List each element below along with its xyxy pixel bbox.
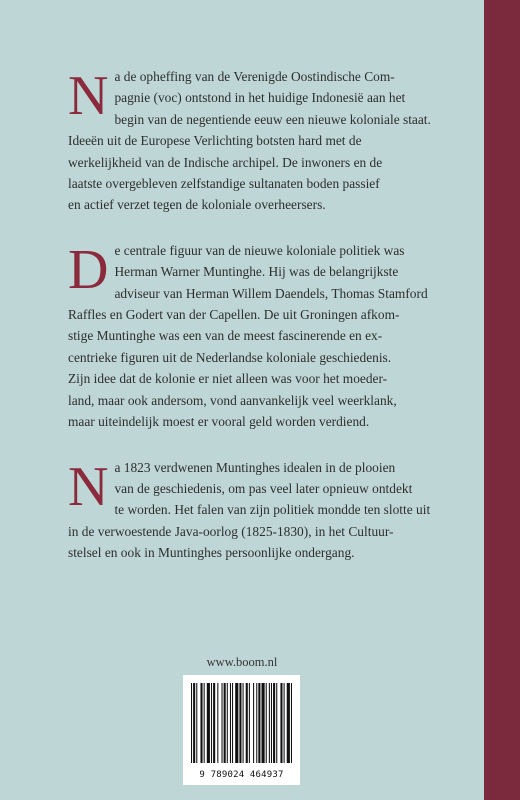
barcode-bar: [213, 683, 215, 763]
barcode-bar: [230, 683, 231, 763]
barcode-bar: [204, 683, 205, 763]
barcode-bar: [222, 683, 223, 763]
barcode-bar: [243, 683, 244, 763]
text-line: centrieke figuren uit de Nederlandse koloniale geschiedenis.: [68, 349, 392, 365]
drop-cap-initial: D: [68, 238, 109, 301]
barcode-bar: [249, 683, 250, 763]
barcode-bar: [253, 683, 254, 763]
barcode-bar: [258, 683, 260, 763]
text-line: in de verwoestende Java-oorlog (1825-1830), in het Cultuur-: [68, 523, 394, 539]
barcode-bar: [291, 683, 292, 763]
barcode-bar: [196, 683, 197, 763]
paragraph-3: [68, 457, 466, 564]
book-spine: [484, 0, 520, 800]
barcode-bars: [191, 683, 292, 763]
publisher-website: www.boom.nl: [206, 655, 278, 669]
text-line: werkelijkheid van de Indische archipel. De inwoners en de: [68, 154, 383, 170]
text-line: land, maar ook andersom, vond aanvankelijk veel weerklank,: [68, 392, 397, 408]
barcode-bar: [271, 683, 272, 763]
barcode-number: 9 789024 464937: [199, 770, 284, 780]
barcode-bar: [200, 683, 202, 763]
barcode-bar: [207, 683, 210, 763]
text-line: e centrale figuur van de nieuwe koloniale politiek was: [114, 242, 405, 258]
barcode-bar: [266, 683, 267, 763]
text-line: a de opheffing van de Verenigde Oostindische Com-: [114, 69, 395, 84]
barcode-bar: [269, 683, 270, 763]
barcode-bar: [193, 683, 195, 763]
drop-cap-initial: N: [68, 455, 109, 518]
paragraph-2: [68, 240, 466, 433]
text-line: begin van de negentiende eeuw een nieuwe koloniale staat.: [114, 111, 431, 127]
text-line: van de geschiedenis, om pas veel later opnieuw ontdekt: [114, 480, 413, 496]
paragraph-1: [68, 66, 466, 216]
text-line: Ideeën uit de Europese Verlichting botsten hard met de: [68, 133, 362, 149]
barcode-bar: [235, 683, 238, 763]
barcode-bar: [227, 683, 228, 763]
barcode-bar: [239, 683, 241, 763]
text-line: stige Muntinghe was een van de meest fascinerende en ex-: [68, 328, 383, 344]
barcode-bar: [284, 683, 285, 763]
text-line: Herman Warner Muntinghe. Hij was de belangrijkste: [114, 264, 399, 280]
text-line: Zijn idee dat de kolonie er niet alleen was voor het moeder-: [68, 371, 388, 387]
barcode-bar: [280, 683, 282, 763]
barcode-bar: [276, 683, 277, 763]
text-line: Raffles en Godert van der Capellen. De uit Groningen afkom-: [68, 307, 400, 323]
text-line: a 1823 verdwenen Muntinghes idealen in de plooien: [114, 459, 396, 475]
barcode-bar: [191, 683, 192, 763]
barcode-bar: [211, 683, 212, 763]
text-line: en actief verzet tegen de koloniale overheersers.: [68, 197, 326, 213]
barcode-bar: [287, 683, 290, 763]
text-line: maar uiteindelijk moest er vooral geld worden verdiend.: [68, 414, 370, 430]
drop-cap-initial: N: [68, 65, 109, 127]
text-line: pagnie (voc) ontstond in het huidige Indonesië aan het: [114, 90, 406, 106]
barcode-bar: [246, 683, 248, 763]
barcode-bar: [217, 683, 218, 763]
isbn-barcode: [183, 675, 300, 785]
text-line: laatste overgebleven zelfstandige sultanaten boden passief: [68, 176, 380, 192]
text-line: adviseur van Herman Willem Daendels, Thomas Stamford: [114, 285, 428, 301]
barcode-bar: [232, 683, 233, 763]
barcode-bar: [224, 683, 226, 763]
text-line: stelsel en ook in Muntinghes persoonlijke ondergang.: [68, 545, 355, 561]
barcode-bar: [261, 683, 264, 763]
barcode-bar: [273, 683, 275, 763]
barcode-bar: [256, 683, 257, 763]
back-cover-text: [68, 66, 466, 588]
text-line: te worden. Het falen van zijn politiek mondde ten slotte uit: [114, 502, 431, 518]
